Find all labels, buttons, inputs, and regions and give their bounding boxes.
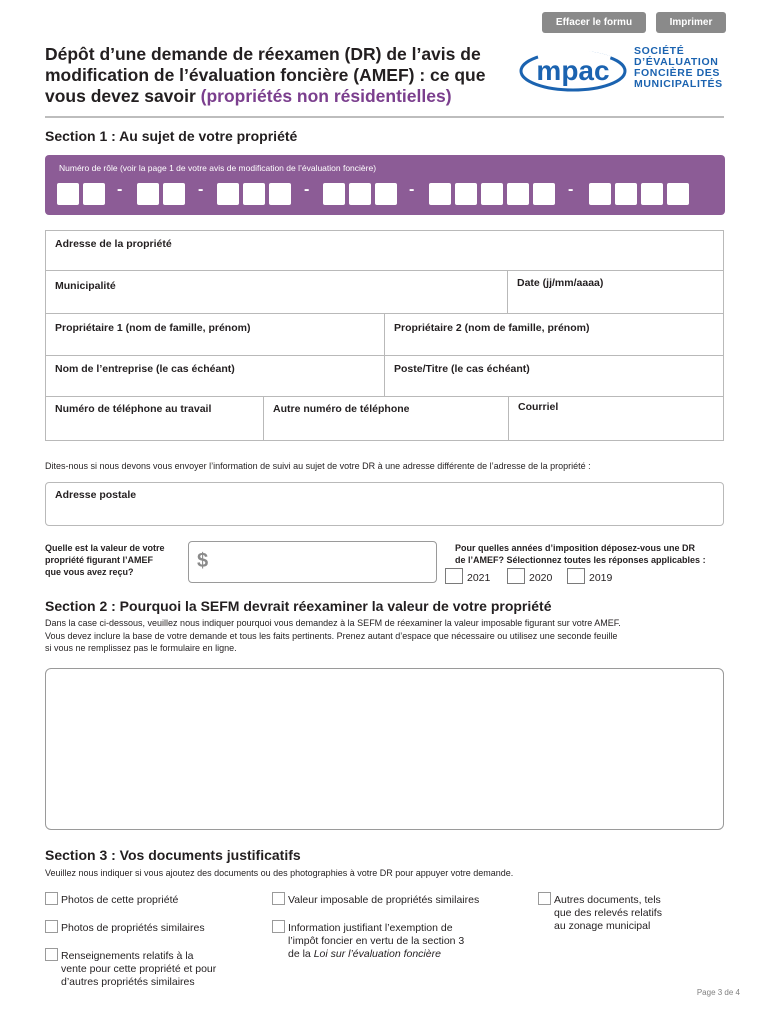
year-2020-checkbox[interactable] bbox=[507, 568, 525, 584]
doc-label-line bbox=[288, 948, 464, 961]
print-button[interactable]: Imprimer bbox=[656, 12, 726, 33]
doc-label bbox=[554, 894, 662, 933]
section2-instructions bbox=[45, 617, 621, 655]
instruction-line: si vous ne remplissez pas le formulaire en ligne. bbox=[45, 643, 237, 653]
doc-label-line: Renseignements relatifs à la bbox=[61, 950, 194, 962]
mpac-logo-mark bbox=[518, 49, 628, 93]
doc-label: Valeur imposable de propriétés similaires bbox=[288, 894, 480, 906]
instruction-line: Vous devez inclure la base de votre demande et tous les faits pertinents. Prenez autant d’espace que nécessaire ou utilisez une seconde feuille bbox=[45, 630, 618, 641]
roll-digit-box[interactable] bbox=[323, 183, 345, 205]
roll-digit-box[interactable] bbox=[163, 183, 185, 205]
roll-number-label: Numéro de rôle (voir la page 1 de votre avis de modification de l’évaluation foncière) bbox=[59, 163, 377, 173]
email-field[interactable] bbox=[508, 396, 724, 441]
position-field[interactable] bbox=[384, 355, 724, 397]
property-value-input[interactable] bbox=[188, 541, 437, 583]
doc-label bbox=[288, 922, 464, 961]
roll-digit-box[interactable] bbox=[57, 183, 79, 205]
field-label: Adresse postale bbox=[55, 489, 137, 501]
doc-label-line: que des relevés relatifs bbox=[554, 907, 662, 919]
doc-sales-info-checkbox[interactable] bbox=[45, 948, 58, 961]
roll-number-panel bbox=[45, 155, 725, 215]
year-label: 2020 bbox=[529, 572, 553, 584]
doc-label: Photos de cette propriété bbox=[61, 894, 179, 906]
doc-label-line: vente pour cette propriété et pour bbox=[61, 963, 217, 975]
field-label: Courriel bbox=[518, 401, 559, 413]
value-question bbox=[45, 542, 165, 578]
year-label: 2021 bbox=[467, 572, 491, 584]
section2-title: Section 2 : Pourquoi la SEFM devrait réexaminer la valeur de votre propriété bbox=[45, 598, 552, 614]
roll-digit-box[interactable] bbox=[667, 183, 689, 205]
municipality-field[interactable] bbox=[45, 270, 508, 314]
roll-dash: - bbox=[117, 181, 123, 198]
roll-digit-box[interactable] bbox=[641, 183, 663, 205]
doc-label bbox=[61, 950, 216, 989]
doc-other-checkbox[interactable] bbox=[538, 892, 551, 905]
roll-digit-box[interactable] bbox=[507, 183, 529, 205]
header-divider bbox=[45, 116, 724, 118]
year-label: 2019 bbox=[589, 572, 613, 584]
clear-form-button[interactable]: Effacer le formu bbox=[542, 12, 646, 33]
years-question-line: Pour quelles années d’imposition déposez-vous une DR bbox=[455, 543, 696, 553]
roll-digit-box[interactable] bbox=[429, 183, 451, 205]
doc-similar-values-checkbox[interactable] bbox=[272, 892, 285, 905]
field-label: Propriétaire 1 (nom de famille, prénom) bbox=[55, 322, 251, 334]
logo-line: FONCIÈRE DES bbox=[634, 67, 720, 79]
field-label: Date (jj/mm/aaaa) bbox=[517, 277, 604, 289]
doc-label-prefix: de la bbox=[288, 948, 314, 960]
mailing-address-field[interactable] bbox=[45, 482, 724, 526]
mpac-logo bbox=[518, 45, 728, 97]
roll-dash: - bbox=[198, 181, 204, 198]
years-question-line: de l’AMEF? Sélectionnez toutes les réponses applicables : bbox=[455, 555, 706, 565]
roll-dash: - bbox=[568, 181, 574, 198]
work-phone-field[interactable] bbox=[45, 396, 264, 441]
doc-photos-property-checkbox[interactable] bbox=[45, 892, 58, 905]
roll-digit-box[interactable] bbox=[589, 183, 611, 205]
doc-label: Photos de propriétés similaires bbox=[61, 922, 205, 934]
field-label: Nom de l’entreprise (le cas échéant) bbox=[55, 363, 235, 375]
doc-label-line: d’autres propriétés similaires bbox=[61, 976, 195, 988]
roll-digit-box[interactable] bbox=[269, 183, 291, 205]
roll-digit-box[interactable] bbox=[243, 183, 265, 205]
doc-photos-similar-checkbox[interactable] bbox=[45, 920, 58, 933]
section1-title: Section 1 : Au sujet de votre propriété bbox=[45, 128, 298, 144]
logo-line: MUNICIPALITÉS bbox=[634, 78, 723, 90]
roll-dash: - bbox=[409, 181, 415, 198]
page-number: Page 3 de 4 bbox=[696, 988, 740, 997]
roll-digit-box[interactable] bbox=[481, 183, 503, 205]
title-main: Dépôt d’une demande de réexamen (DR) de l’avis de modification de l’évaluation foncière (AMEF) : ce que vous devez savoir bbox=[45, 44, 486, 106]
roll-digit-box[interactable] bbox=[83, 183, 105, 205]
page-title bbox=[45, 44, 515, 107]
roll-digit-box[interactable] bbox=[349, 183, 371, 205]
logo-line: D’ÉVALUATION bbox=[634, 56, 719, 68]
roll-digit-box[interactable] bbox=[455, 183, 477, 205]
year-2021-checkbox[interactable] bbox=[445, 568, 463, 584]
owner1-field[interactable] bbox=[45, 313, 385, 356]
field-label: Poste/Titre (le cas échéant) bbox=[394, 363, 530, 375]
field-label: Propriétaire 2 (nom de famille, prénom) bbox=[394, 322, 590, 334]
title-highlight: (propriétés non résidentielles) bbox=[200, 86, 452, 106]
owner2-field[interactable] bbox=[384, 313, 724, 356]
date-field[interactable] bbox=[507, 270, 724, 314]
value-question-line: Quelle est la valeur de votre bbox=[45, 543, 165, 553]
other-phone-field[interactable] bbox=[263, 396, 509, 441]
logo-text bbox=[634, 46, 723, 90]
roll-digit-box[interactable] bbox=[375, 183, 397, 205]
roll-digit-box[interactable] bbox=[533, 183, 555, 205]
doc-exemption-checkbox[interactable] bbox=[272, 920, 285, 933]
value-question-line: que vous avez reçu? bbox=[45, 567, 134, 577]
section3-intro: Veuillez nous indiquer si vous ajoutez des documents ou des photographies à votre DR pour appuyer votre demande. bbox=[45, 868, 514, 878]
dollar-sign: $ bbox=[197, 550, 209, 572]
roll-dash: - bbox=[304, 181, 310, 198]
field-label: Autre numéro de téléphone bbox=[273, 403, 410, 415]
roll-digit-box[interactable] bbox=[615, 183, 637, 205]
logo-word: mpac bbox=[536, 55, 610, 86]
instruction-line: Dans la case ci-dessous, veuillez nous indiquer pourquoi vous demandez à la SEFM de réexaminer la valeur imposable figurant sur votre AMEF. bbox=[45, 618, 621, 628]
field-label: Adresse de la propriété bbox=[55, 238, 172, 250]
section3-title: Section 3 : Vos documents justificatifs bbox=[45, 847, 301, 863]
company-field[interactable] bbox=[45, 355, 385, 397]
logo-line: SOCIÉTÉ bbox=[634, 45, 685, 57]
field-label: Municipalité bbox=[55, 280, 116, 292]
doc-label-line: au zonage municipal bbox=[554, 920, 651, 932]
doc-label-law-title: Loi sur l’évaluation foncière bbox=[313, 948, 441, 960]
mailing-address-note: Dites-nous si nous devons vous envoyer l’information de suivi au sujet de votre DR à une adresse différente de l’adresse de la propriété : bbox=[45, 461, 591, 471]
reason-textarea[interactable] bbox=[45, 668, 724, 830]
years-question bbox=[455, 542, 706, 566]
doc-label-line: l’impôt foncier en vertu de la section 3 bbox=[288, 935, 465, 947]
doc-label-line: Information justifiant l’exemption de bbox=[288, 922, 453, 934]
value-question-line: propriété figurant l’AMEF bbox=[45, 555, 153, 565]
field-label: Numéro de téléphone au travail bbox=[55, 403, 212, 415]
roll-digit-box[interactable] bbox=[137, 183, 159, 205]
year-2019-checkbox[interactable] bbox=[567, 568, 585, 584]
property-address-field[interactable] bbox=[45, 230, 724, 271]
doc-label-line: Autres documents, tels bbox=[554, 894, 661, 906]
roll-digit-box[interactable] bbox=[217, 183, 239, 205]
